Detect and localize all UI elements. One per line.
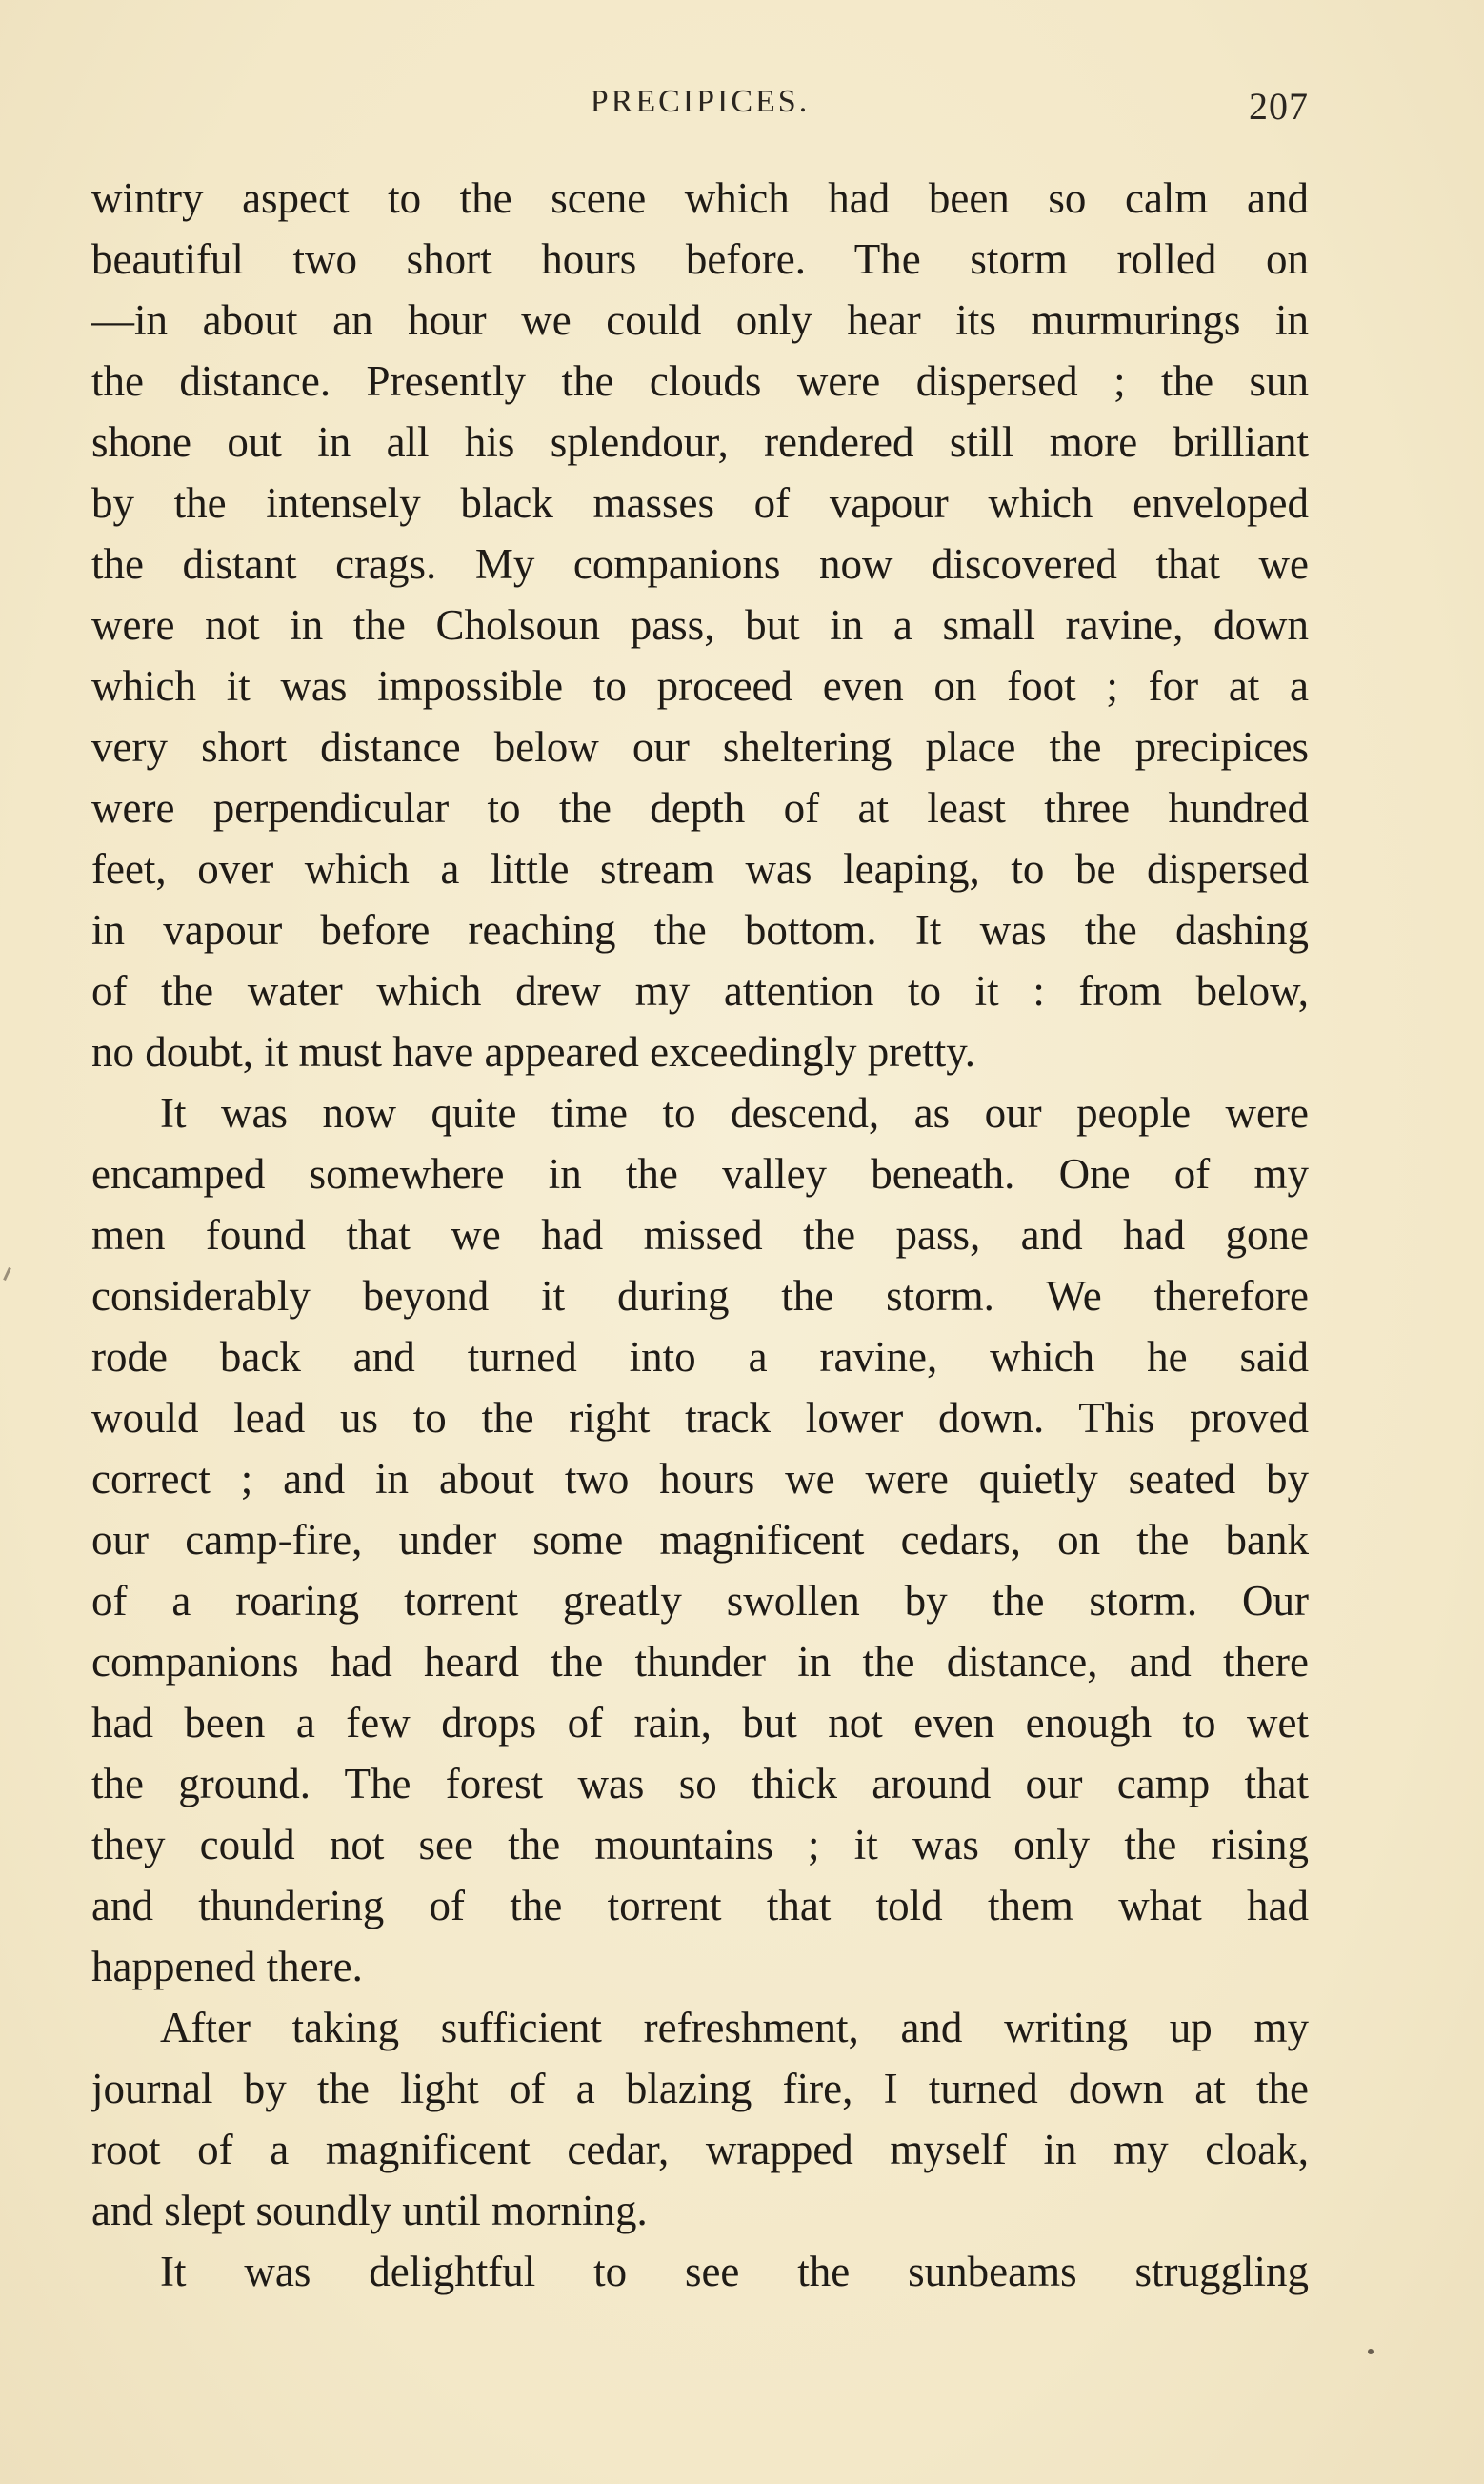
text-line: by the intensely black masses of vapour which enveloped <box>91 479 1309 527</box>
text-line: —in about an hour we could only hear its murmurings in <box>91 296 1309 344</box>
text-line: rode back and turned into a ravine, which he said <box>91 1333 1309 1381</box>
page-number: 207 <box>1249 85 1309 128</box>
text-line: It was delightful to see the sunbeams struggling <box>160 2248 1309 2295</box>
body-text <box>91 168 1309 2302</box>
text-line: our camp-fire, under some magnificent cedars, on the bank <box>91 1516 1309 1564</box>
text-line: journal by the light of a blazing fire, I turned down at the <box>91 2065 1309 2112</box>
running-head: PRECIPICES. <box>590 84 811 119</box>
text-line: It was now quite time to descend, as our people were <box>160 1089 1309 1137</box>
margin-mark <box>3 1267 11 1281</box>
text-line: would lead us to the right track lower down. This proved <box>91 1394 1309 1442</box>
text-line: of the water which drew my attention to it : from below, <box>91 967 1309 1015</box>
text-line: After taking sufficient refreshment, and writing up my <box>160 2004 1309 2051</box>
text-line: the ground. The forest was so thick around our camp that <box>91 1760 1309 1807</box>
text-line: no doubt, it must have appeared exceedingly pretty. <box>91 1028 976 1076</box>
text-line: encamped somewhere in the valley beneath. One of my <box>91 1150 1309 1198</box>
text-line: and thundering of the torrent that told them what had <box>91 1882 1309 1929</box>
text-line: the distance. Presently the clouds were dispersed ; the sun <box>91 357 1309 405</box>
text-line: happened there. <box>91 1943 363 1990</box>
text-line: men found that we had missed the pass, and had gone <box>91 1211 1309 1259</box>
text-line: were not in the Cholsoun pass, but in a small ravine, down <box>91 601 1309 649</box>
text-line: root of a magnificent cedar, wrapped myself in my cloak, <box>91 2126 1309 2173</box>
ink-speck <box>1368 2349 1374 2354</box>
text-line: and slept soundly until morning. <box>91 2187 648 2234</box>
text-line: correct ; and in about two hours we were quietly seated by <box>91 1455 1309 1503</box>
text-line: considerably beyond it during the storm. We therefore <box>91 1272 1309 1320</box>
text-line: companions had heard the thunder in the distance, and there <box>91 1638 1309 1686</box>
text-line: beautiful two short hours before. The storm rolled on <box>91 235 1309 283</box>
text-line: of a roaring torrent greatly swollen by the storm. Our <box>91 1577 1309 1625</box>
text-line: in vapour before reaching the bottom. It was the dashing <box>91 906 1309 954</box>
text-line: they could not see the mountains ; it was only the rising <box>91 1821 1309 1868</box>
text-line: wintry aspect to the scene which had been so calm and <box>91 174 1309 222</box>
text-line: very short distance below our sheltering place the precipices <box>91 723 1309 771</box>
text-line: feet, over which a little stream was leaping, to be dispersed <box>91 845 1309 893</box>
text-line: had been a few drops of rain, but not even enough to wet <box>91 1699 1309 1747</box>
text-line: the distant crags. My companions now discovered that we <box>91 540 1309 588</box>
page-header <box>91 84 1309 137</box>
text-line: were perpendicular to the depth of at least three hundred <box>91 784 1309 832</box>
text-line: shone out in all his splendour, rendered still more brilliant <box>91 418 1309 466</box>
text-line: which it was impossible to proceed even on foot ; for at a <box>91 662 1309 710</box>
